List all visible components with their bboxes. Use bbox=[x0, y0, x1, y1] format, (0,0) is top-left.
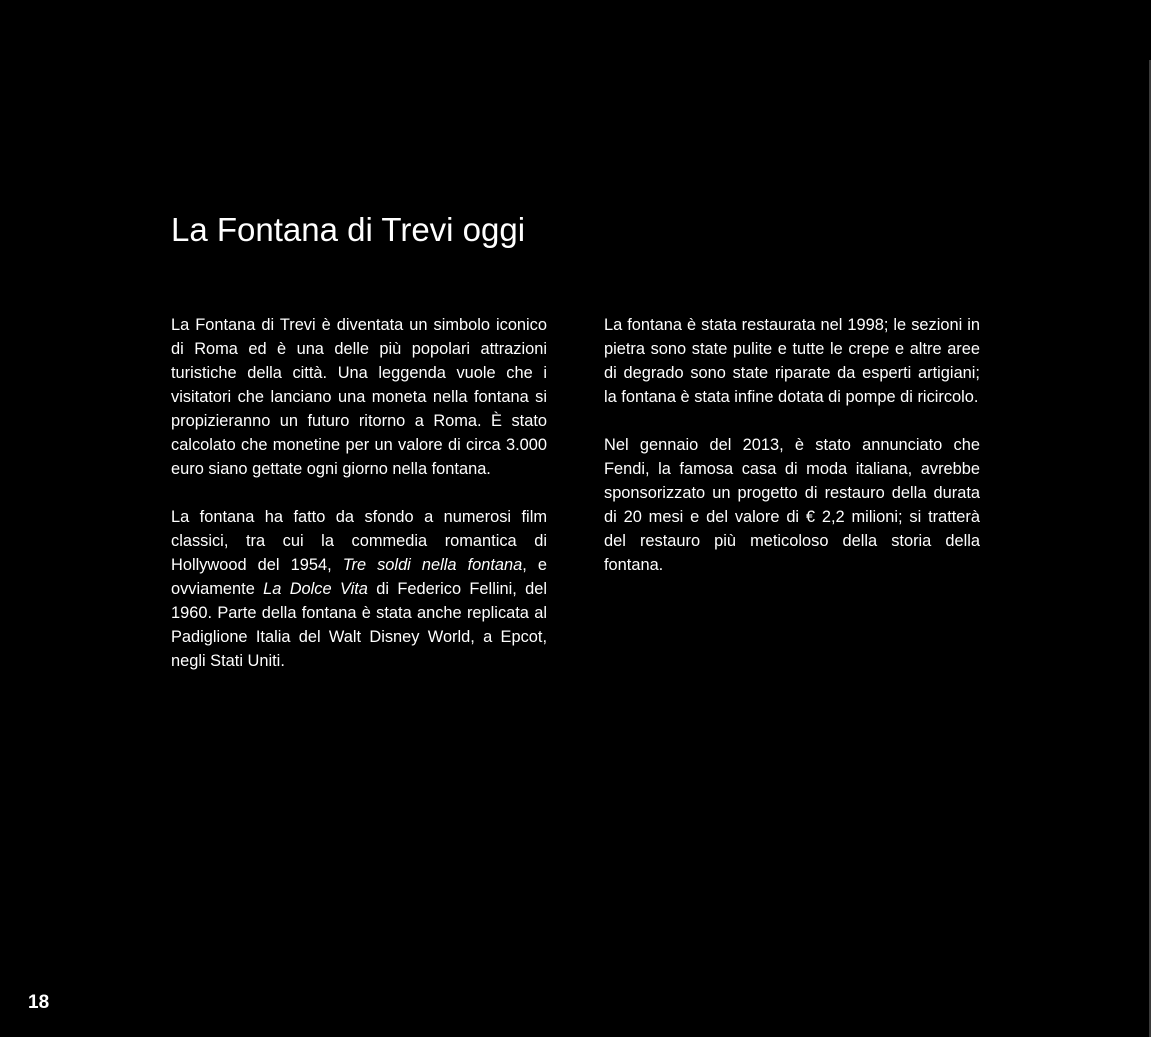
page-title: La Fontana di Trevi oggi bbox=[171, 211, 526, 248]
film-title-tre-soldi: Tre soldi nella fontana bbox=[342, 556, 523, 574]
right-paragraph-1: La fontana è stata restaurata nel 1998; le sezioni in pietra sono state pulite e tutte le crepe e altre aree di degrado sono state riparate da esperti artigiani; la fontana è stata infine dotata di pompe di ricircolo. bbox=[604, 316, 980, 406]
left-text-column bbox=[171, 313, 547, 697]
right-text-column bbox=[604, 313, 980, 601]
left-paragraph-1: La Fontana di Trevi è diventata un simbolo iconico di Roma ed è una delle più popolari attrazioni turistiche della città. Una leggenda vuole che i visitatori che lanciano una moneta nella fontana si propizieranno un futuro ritorno a Roma. È stato calcolato che monetine per un valore di circa 3.000 euro siano gettate ogni giorno nella fontana. bbox=[171, 316, 547, 478]
film-title-dolce-vita: La Dolce Vita bbox=[263, 580, 368, 598]
left-paragraph-2 bbox=[171, 505, 547, 673]
right-paragraph-2: Nel gennaio del 2013, è stato annunciato che Fendi, la famosa casa di moda italiana, avrebbe sponsorizzato un progetto di restauro della durata di 20 mesi e del valore di € 2,2 milioni; si tratterà del restauro più meticoloso della storia della fontana. bbox=[604, 436, 980, 574]
paragraph-text-segment: , e ovviamente bbox=[171, 556, 547, 598]
paragraph-text-segment: La fontana ha fatto da sfondo a numerosi film classici, tra cui la commedia romantica di Hollywood del 1954, bbox=[171, 508, 547, 574]
paragraph-text-segment: di Federico Fellini, del 1960. Parte della fontana è stata anche replicata al Padiglione Italia del Walt Disney World, a Epcot, negli Stati Uniti. bbox=[171, 580, 547, 670]
page-number: 18 bbox=[28, 992, 50, 1013]
